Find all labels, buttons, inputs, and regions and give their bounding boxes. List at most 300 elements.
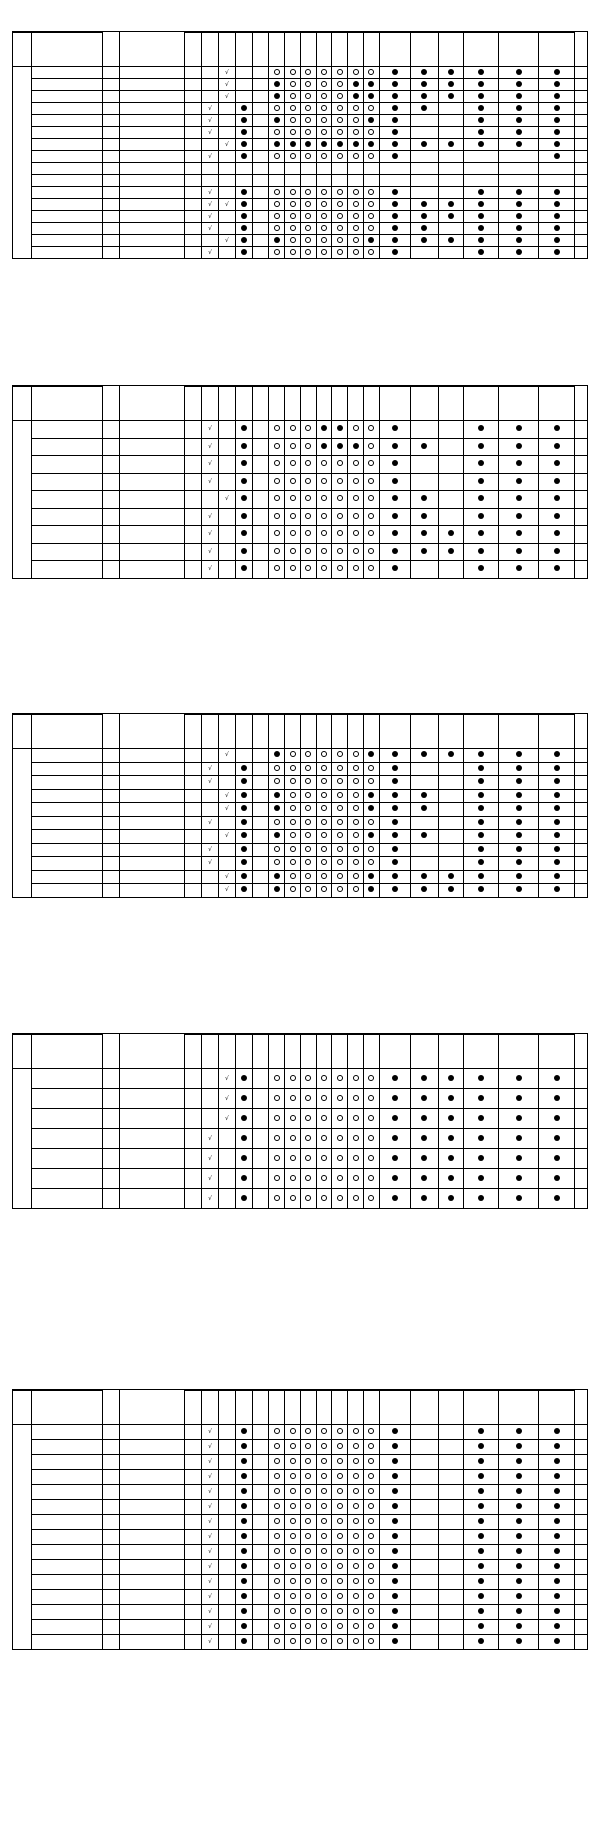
admin-cell — [379, 1500, 411, 1515]
batch-cell — [103, 421, 120, 439]
remark-cell — [575, 508, 588, 526]
promote-dot-icon — [368, 81, 374, 87]
promote-cell — [363, 1620, 379, 1635]
admin-cell — [411, 1500, 438, 1515]
admin-cell — [411, 1575, 438, 1590]
promote-cell — [300, 187, 316, 199]
remark-cell — [575, 1485, 588, 1500]
remark-cell — [575, 223, 588, 235]
promote-ring-icon — [337, 93, 343, 99]
stage-col-header — [218, 33, 235, 67]
promote-ring-icon — [353, 495, 359, 501]
admin-dot-icon — [421, 81, 427, 87]
support-cell — [235, 508, 252, 526]
promote-ring-icon — [353, 1623, 359, 1629]
admin-dot-icon — [392, 832, 398, 838]
promote-cell — [332, 762, 348, 776]
batch-cell — [103, 1149, 120, 1169]
admin-dot-icon — [516, 548, 522, 554]
admin-cell — [463, 803, 499, 817]
admin-cell — [379, 543, 411, 561]
admin-col-header — [499, 33, 539, 67]
admin-dot-icon — [516, 1503, 522, 1509]
promote-ring-icon — [290, 81, 296, 87]
support-cell — [252, 1069, 269, 1089]
support-dot-icon — [241, 1473, 247, 1479]
promote-ring-icon — [337, 237, 343, 243]
item-name — [31, 235, 102, 247]
stage-cell — [202, 857, 219, 871]
promote-ring-icon — [305, 81, 311, 87]
promote-ring-icon — [353, 1533, 359, 1539]
promote-dot-icon — [337, 141, 343, 147]
stage-col-header — [185, 1035, 202, 1069]
admin-cell — [463, 1590, 499, 1605]
admin-cell — [463, 235, 499, 247]
promote-ring-icon — [368, 1518, 374, 1524]
promote-dot-icon — [368, 873, 374, 879]
promote-ring-icon — [368, 201, 374, 207]
promote-ring-icon — [337, 513, 343, 519]
stage-cell — [185, 816, 202, 830]
admin-dot-icon — [392, 1443, 398, 1449]
admin-dot-icon — [478, 1075, 484, 1081]
stage-cell — [202, 79, 219, 91]
stage-cell — [185, 526, 202, 544]
admin-cell — [411, 789, 438, 803]
support-cell — [235, 762, 252, 776]
region-cell — [120, 803, 185, 817]
promote-cell — [316, 235, 332, 247]
support-dot-icon — [241, 548, 247, 554]
table-row — [13, 235, 588, 247]
promote-cell — [348, 456, 364, 474]
batch-cell — [103, 762, 120, 776]
promote-cell — [348, 508, 364, 526]
support-cell — [235, 175, 252, 187]
admin-cell — [539, 127, 575, 139]
stage-cell — [202, 870, 219, 884]
admin-cell — [539, 561, 575, 579]
stage-cell — [218, 187, 235, 199]
support-cell — [252, 830, 269, 844]
stage-cell — [185, 1189, 202, 1209]
promote-cell — [363, 762, 379, 776]
promote-cell — [316, 211, 332, 223]
admin-col-header — [539, 387, 575, 421]
admin-cell — [411, 139, 438, 151]
admin-cell — [438, 870, 463, 884]
promote-cell — [285, 1069, 301, 1089]
stage-cell — [185, 163, 202, 175]
support-cell — [252, 211, 269, 223]
admin-cell — [379, 508, 411, 526]
admin-cell — [438, 1635, 463, 1650]
admin-dot-icon — [392, 117, 398, 123]
check-icon: √ — [208, 1458, 212, 1465]
check-icon: √ — [224, 751, 229, 759]
admin-cell — [499, 1485, 539, 1500]
promote-ring-icon — [305, 1488, 311, 1494]
admin-dot-icon — [478, 805, 484, 811]
admin-dot-icon — [478, 237, 484, 243]
promote-ring-icon — [321, 1608, 327, 1614]
promote-cell — [332, 199, 348, 211]
admin-cell — [411, 473, 438, 491]
promote-ring-icon — [353, 1195, 359, 1201]
admin-dot-icon — [478, 225, 484, 231]
admin-dot-icon — [554, 1195, 560, 1201]
promote-col-header — [269, 1035, 285, 1069]
remark-cell — [575, 1515, 588, 1530]
promote-cell — [300, 127, 316, 139]
promote-ring-icon — [274, 1563, 280, 1569]
admin-cell — [411, 151, 438, 163]
category-cell — [13, 1425, 32, 1650]
stage-col-header — [185, 715, 202, 749]
stage-cell — [218, 67, 235, 79]
promote-ring-icon — [290, 1488, 296, 1494]
promote-ring-icon — [321, 93, 327, 99]
promote-cell — [332, 543, 348, 561]
promote-cell — [348, 91, 364, 103]
admin-cell — [438, 526, 463, 544]
promote-cell — [269, 816, 285, 830]
promote-cell — [300, 1485, 316, 1500]
stage-cell — [202, 843, 219, 857]
support-dot-icon — [241, 213, 247, 219]
admin-dot-icon — [516, 213, 522, 219]
promote-ring-icon — [274, 225, 280, 231]
table-row — [13, 115, 588, 127]
support-dot-icon — [241, 778, 247, 784]
item-name — [31, 1169, 102, 1189]
promote-cell — [316, 762, 332, 776]
promote-ring-icon — [290, 69, 296, 75]
stage-cell — [218, 1089, 235, 1109]
admin-dot-icon — [516, 69, 522, 75]
check-icon: √ — [208, 1134, 212, 1142]
support-dot-icon — [241, 1075, 247, 1081]
table-row — [13, 884, 588, 898]
table-row — [13, 1515, 588, 1530]
promote-ring-icon — [321, 530, 327, 536]
promote-ring-icon — [305, 1563, 311, 1569]
admin-cell — [463, 91, 499, 103]
admin-dot-icon — [478, 548, 484, 554]
check-icon: √ — [208, 1533, 212, 1540]
admin-dot-icon — [554, 1593, 560, 1599]
admin-dot-icon — [554, 751, 560, 757]
admin-dot-icon — [554, 1115, 560, 1121]
remark-cell — [575, 843, 588, 857]
support-cell — [235, 1605, 252, 1620]
promote-col-header — [285, 387, 301, 421]
promote-ring-icon — [337, 1155, 343, 1161]
table-row — [13, 175, 588, 187]
promote-cell — [300, 235, 316, 247]
batch-cell — [103, 127, 120, 139]
stage-cell — [185, 235, 202, 247]
stage-cell — [185, 843, 202, 857]
promote-ring-icon — [353, 213, 359, 219]
promote-cell — [348, 1169, 364, 1189]
promote-ring-icon — [290, 495, 296, 501]
category-cell — [13, 1069, 32, 1209]
promote-cell — [300, 1590, 316, 1605]
promote-cell — [269, 151, 285, 163]
admin-cell — [499, 1500, 539, 1515]
promote-ring-icon — [321, 1533, 327, 1539]
promote-cell — [332, 830, 348, 844]
admin-cell — [463, 843, 499, 857]
promote-cell — [285, 1605, 301, 1620]
promote-cell — [300, 1530, 316, 1545]
promote-ring-icon — [368, 213, 374, 219]
promote-cell — [300, 561, 316, 579]
promote-ring-icon — [274, 1533, 280, 1539]
promote-ring-icon — [274, 1443, 280, 1449]
support-cell — [235, 543, 252, 561]
batch-header — [103, 1034, 120, 1069]
admin-dot-icon — [516, 225, 522, 231]
batch-header — [103, 714, 120, 749]
promote-cell — [269, 79, 285, 91]
admin-col-header — [411, 387, 438, 421]
promote-cell — [285, 421, 301, 439]
promote-ring-icon — [337, 1533, 343, 1539]
promote-ring-icon — [368, 1608, 374, 1614]
admin-dot-icon — [478, 765, 484, 771]
admin-dot-icon — [421, 495, 427, 501]
stage-cell — [202, 127, 219, 139]
support-dot-icon — [241, 189, 247, 195]
promote-cell — [269, 67, 285, 79]
admin-col-header — [411, 715, 438, 749]
promote-cell — [363, 830, 379, 844]
promote-cell — [300, 1635, 316, 1650]
stage-cell — [185, 1425, 202, 1440]
admin-cell — [463, 187, 499, 199]
admin-dot-icon — [392, 225, 398, 231]
admin-cell — [379, 1605, 411, 1620]
admin-dot-icon — [516, 1195, 522, 1201]
batch-cell — [103, 163, 120, 175]
admin-cell — [539, 1189, 575, 1209]
admin-dot-icon — [554, 141, 560, 147]
region-header — [120, 1390, 185, 1425]
promote-ring-icon — [368, 846, 374, 852]
promote-cell — [332, 175, 348, 187]
admin-dot-icon — [478, 873, 484, 879]
promote-cell — [285, 843, 301, 857]
admin-dot-icon — [516, 805, 522, 811]
remark-cell — [575, 561, 588, 579]
promote-ring-icon — [321, 189, 327, 195]
promote-ring-icon — [305, 117, 311, 123]
batch-cell — [103, 1440, 120, 1455]
admin-dot-icon — [554, 1503, 560, 1509]
admin-dot-icon — [478, 792, 484, 798]
stage-cell — [202, 1545, 219, 1560]
admin-cell — [411, 1485, 438, 1500]
admin-dot-icon — [392, 1623, 398, 1629]
promote-cell — [363, 175, 379, 187]
promote-dot-icon — [274, 832, 280, 838]
batch-cell — [103, 187, 120, 199]
stage-cell — [218, 1485, 235, 1500]
promote-cell — [316, 79, 332, 91]
promote-ring-icon — [353, 548, 359, 554]
admin-cell — [499, 1189, 539, 1209]
promote-ring-icon — [305, 1518, 311, 1524]
stage-cell — [185, 115, 202, 127]
promote-col-header — [316, 715, 332, 749]
batch-cell — [103, 508, 120, 526]
admin-dot-icon — [448, 1095, 454, 1101]
promote-ring-icon — [368, 1548, 374, 1554]
admin-cell — [411, 115, 438, 127]
promote-ring-icon — [305, 249, 311, 255]
batch-cell — [103, 1109, 120, 1129]
promote-col-header — [332, 387, 348, 421]
admin-dot-icon — [554, 1428, 560, 1434]
item-name — [31, 843, 102, 857]
admin-dot-icon — [392, 819, 398, 825]
admin-cell — [379, 438, 411, 456]
promote-ring-icon — [321, 1443, 327, 1449]
check-icon: √ — [208, 778, 212, 786]
stage-cell — [185, 803, 202, 817]
promote-dot-icon — [368, 751, 374, 757]
admin-dot-icon — [478, 1608, 484, 1614]
promote-ring-icon — [337, 1593, 343, 1599]
region-cell — [120, 762, 185, 776]
region-cell — [120, 235, 185, 247]
stage-cell — [218, 762, 235, 776]
admin-dot-icon — [554, 873, 560, 879]
item-name — [31, 115, 102, 127]
admin-cell — [499, 762, 539, 776]
support-cell — [235, 816, 252, 830]
admin-cell — [463, 1500, 499, 1515]
promote-cell — [332, 139, 348, 151]
promote-ring-icon — [274, 819, 280, 825]
admin-dot-icon — [516, 129, 522, 135]
stage-cell — [185, 1069, 202, 1089]
promote-cell — [316, 1109, 332, 1129]
promote-cell — [285, 803, 301, 817]
promote-cell — [285, 211, 301, 223]
promote-cell — [269, 1189, 285, 1209]
remark-header — [575, 1390, 588, 1425]
promote-cell — [348, 421, 364, 439]
batch-cell — [103, 438, 120, 456]
table-row — [13, 870, 588, 884]
admin-dot-icon — [392, 1518, 398, 1524]
admin-cell — [379, 884, 411, 898]
region-cell — [120, 776, 185, 790]
promote-cell — [332, 438, 348, 456]
admin-dot-icon — [421, 1195, 427, 1201]
promote-col-header — [332, 1391, 348, 1425]
support-cell — [252, 438, 269, 456]
admin-dot-icon — [392, 1533, 398, 1539]
admin-cell — [499, 1425, 539, 1440]
promote-cell — [348, 843, 364, 857]
promote-ring-icon — [290, 201, 296, 207]
promote-ring-icon — [321, 886, 327, 892]
admin-dot-icon — [448, 69, 454, 75]
promote-cell — [300, 163, 316, 175]
table-row — [13, 830, 588, 844]
promote-ring-icon — [337, 1075, 343, 1081]
support-cell — [235, 843, 252, 857]
promote-ring-icon — [353, 249, 359, 255]
promote-ring-icon — [290, 765, 296, 771]
region-cell — [120, 830, 185, 844]
admin-dot-icon — [554, 548, 560, 554]
support-col-header — [252, 33, 269, 67]
admin-cell — [539, 115, 575, 127]
promote-cell — [348, 1455, 364, 1470]
promote-dot-icon — [274, 141, 280, 147]
check-icon: √ — [208, 547, 212, 555]
table-row — [13, 1129, 588, 1149]
promote-cell — [348, 830, 364, 844]
promote-cell — [363, 223, 379, 235]
admin-cell — [411, 456, 438, 474]
stage-cell — [218, 1575, 235, 1590]
promote-cell — [316, 1620, 332, 1635]
promote-cell — [269, 456, 285, 474]
admin-dot-icon — [478, 1428, 484, 1434]
promote-ring-icon — [337, 565, 343, 571]
region-header — [120, 714, 185, 749]
promote-dot-icon — [368, 886, 374, 892]
item-name — [31, 543, 102, 561]
promote-ring-icon — [305, 765, 311, 771]
admin-cell — [379, 1575, 411, 1590]
promote-cell — [363, 1425, 379, 1440]
region-cell — [120, 1440, 185, 1455]
support-cell — [252, 1149, 269, 1169]
item-name — [31, 438, 102, 456]
promote-ring-icon — [305, 1075, 311, 1081]
promote-ring-icon — [290, 548, 296, 554]
promote-cell — [300, 870, 316, 884]
support-dot-icon — [241, 886, 247, 892]
promote-cell — [332, 857, 348, 871]
admin-cell — [539, 79, 575, 91]
support-cell — [235, 1500, 252, 1515]
support-cell — [235, 1189, 252, 1209]
region-cell — [120, 1069, 185, 1089]
support-cell — [252, 1470, 269, 1485]
admin-cell — [411, 803, 438, 817]
promote-dot-icon — [290, 141, 296, 147]
support-dot-icon — [241, 792, 247, 798]
support-cell — [252, 508, 269, 526]
admin-dot-icon — [554, 859, 560, 865]
admin-dot-icon — [554, 425, 560, 431]
admin-cell — [438, 187, 463, 199]
remark-cell — [575, 1455, 588, 1470]
support-col-header — [235, 33, 252, 67]
promote-cell — [363, 870, 379, 884]
stage-cell — [185, 870, 202, 884]
promote-cell — [285, 561, 301, 579]
